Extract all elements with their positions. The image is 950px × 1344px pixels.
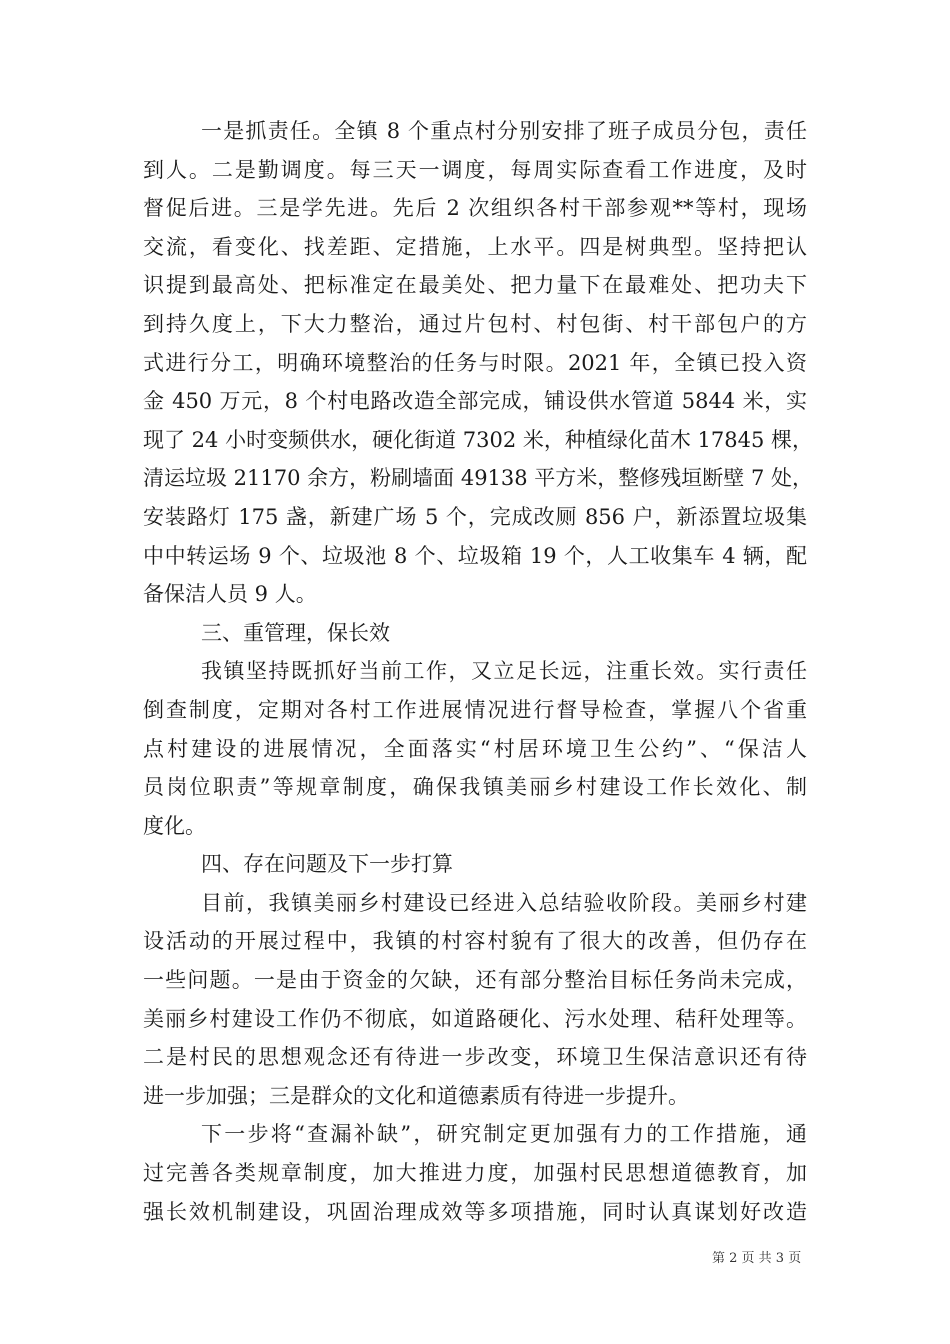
text-line: 到人。二是勤调度。每三天一调度，每周实际查看工作进度，及时 xyxy=(143,157,807,182)
text-line: 一些问题。一是由于资金的欠缺，还有部分整治目标任务尚未完成， xyxy=(143,968,807,993)
text-line: 过完善各类规章制度，加大推进力度，加强村民思想道德教育，加 xyxy=(143,1161,807,1186)
text-line: 设活动的开展过程中，我镇的村容村貌有了很大的改善，但仍存在 xyxy=(143,929,807,954)
text-line: 督促后进。三是学先进。先后 2 次组织各村干部参观**等村，现场 xyxy=(143,196,807,221)
text-line: 二是村民的思想观念还有待进一步改变，环境卫生保洁意识还有待 xyxy=(143,1045,807,1070)
text-line: 美丽乡村建设工作仍不彻底，如道路硬化、污水处理、秸秆处理等。 xyxy=(143,1006,807,1031)
text-line: 金 450 万元，8 个村电路改造全部完成，铺设供水管道 5844 米，实 xyxy=(143,389,807,414)
text-line: 四、存在问题及下一步打算 xyxy=(201,852,453,877)
text-line: 三、重管理，保长效 xyxy=(201,620,390,645)
text-line: 员岗位职责”等规章制度，确保我镇美丽乡村建设工作长效化、制 xyxy=(143,775,807,800)
text-line: 目前，我镇美丽乡村建设已经进入总结验收阶段。美丽乡村建 xyxy=(201,890,807,915)
text-line: 我镇坚持既抓好当前工作，又立足长远，注重长效。实行责任 xyxy=(201,659,807,684)
text-line: 倒查制度，定期对各村工作进展情况进行督导检查，掌握八个省重 xyxy=(143,697,807,722)
text-line: 现了 24 小时变频供水，硬化街道 7302 米，种植绿化苗木 17845 棵， xyxy=(143,427,814,452)
text-line: 备保洁人员 9 人。 xyxy=(143,582,317,607)
text-line: 安装路灯 175 盏，新建广场 5 个，完成改厕 856 户，新添置垃圾集 xyxy=(143,504,807,529)
text-line: 点村建设的进展情况，全面落实“村居环境卫生公约”、“保洁人 xyxy=(143,736,807,761)
text-line: 识提到最高处、把标准定在最美处、把力量下在最难处、把功夫下 xyxy=(143,273,807,298)
document-body xyxy=(143,112,814,1231)
text-line: 进一步加强；三是群众的文化和道德素质有待进一步提升。 xyxy=(143,1083,689,1108)
page-number: 第 2 页 共 3 页 xyxy=(712,1251,802,1266)
text-line: 中中转运场 9 个、垃圾池 8 个、垃圾箱 19 个，人工收集车 4 辆，配 xyxy=(143,543,807,568)
text-line: 交流，看变化、找差距、定措施，上水平。四是树典型。坚持把认 xyxy=(143,234,807,259)
text-line: 下一步将“查漏补缺”，研究制定更加强有力的工作措施，通 xyxy=(201,1122,807,1147)
text-line: 强长效机制建设，巩固治理成效等多项措施，同时认真谋划好改造 xyxy=(143,1199,807,1224)
text-line: 清运垃圾 21170 余方，粉刷墙面 49138 平方米，整修残垣断壁 7 处， xyxy=(143,466,814,491)
text-line: 一是抓责任。全镇 8 个重点村分别安排了班子成员分包，责任 xyxy=(201,119,807,143)
text-line: 到持久度上，下大力整治，通过片包村、村包街、村干部包户的方 xyxy=(143,311,807,336)
text-line: 式进行分工，明确环境整治的任务与时限。2021 年，全镇已投入资 xyxy=(143,350,807,375)
text-line: 度化。 xyxy=(143,813,206,838)
